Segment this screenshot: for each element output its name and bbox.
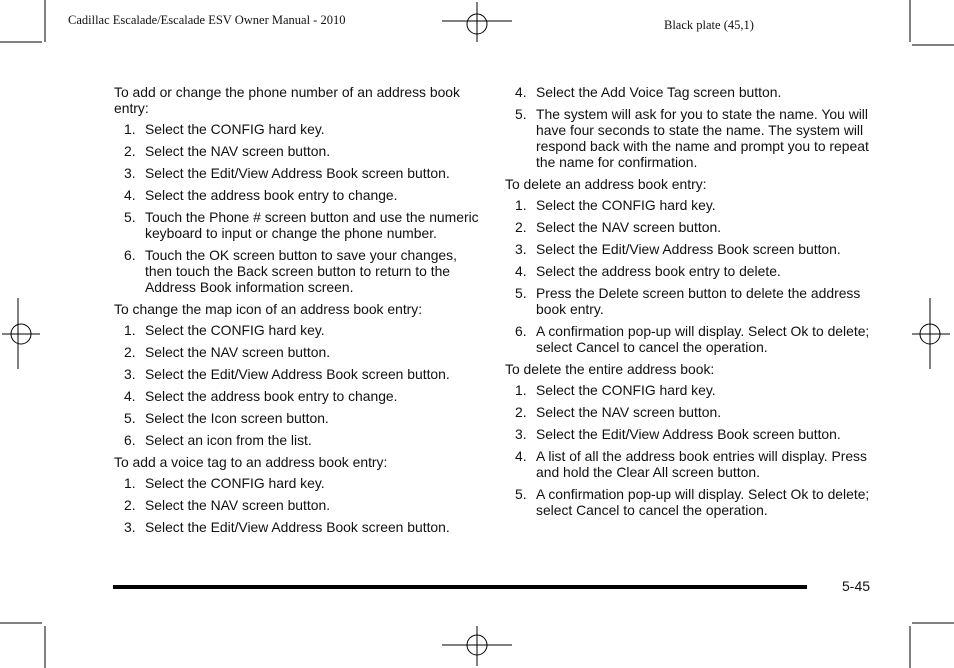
step-text: Select the NAV screen button. bbox=[145, 497, 331, 513]
step-number: 3. bbox=[515, 426, 527, 442]
step-number: 2. bbox=[515, 219, 527, 235]
step-text: Select the NAV screen button. bbox=[536, 404, 722, 420]
step-text: Select an icon from the list. bbox=[145, 432, 312, 448]
step-item bbox=[505, 486, 875, 518]
section-intro: To add a voice tag to an address book entry: bbox=[114, 454, 388, 470]
step-number: 2. bbox=[124, 497, 136, 513]
step-text: Select the CONFIG hard key. bbox=[536, 197, 716, 213]
step-item bbox=[114, 322, 480, 338]
step-item bbox=[505, 323, 875, 355]
step-text: Select the CONFIG hard key. bbox=[145, 322, 325, 338]
step-text: Select the CONFIG hard key. bbox=[536, 382, 716, 398]
step-item bbox=[505, 219, 875, 235]
step-number: 4. bbox=[124, 187, 136, 203]
section-intro: To add or change the phone number of an address book entry: bbox=[114, 84, 460, 116]
step-list bbox=[505, 382, 875, 518]
step-text: Select the address book entry to delete. bbox=[536, 263, 781, 279]
step-item bbox=[505, 241, 875, 257]
manual-title: Cadillac Escalade/Escalade ESV Owner Manual - 2010 bbox=[68, 13, 346, 27]
step-item bbox=[114, 519, 480, 535]
step-number: 4. bbox=[515, 263, 527, 279]
registration-mark-right bbox=[912, 298, 950, 369]
step-number: 3. bbox=[124, 366, 136, 382]
registration-mark-top bbox=[442, 2, 512, 42]
step-number: 2. bbox=[124, 344, 136, 360]
step-text: A list of all the address book entries will display. Press and hold the Clear All screen button. bbox=[536, 448, 867, 480]
step-number: 4. bbox=[515, 448, 527, 464]
footer-rule bbox=[113, 585, 807, 589]
step-number: 5. bbox=[515, 106, 527, 122]
step-number: 5. bbox=[124, 209, 136, 225]
step-item bbox=[114, 497, 480, 513]
step-item bbox=[505, 426, 875, 442]
step-number: 6. bbox=[515, 323, 527, 339]
step-text: Select the address book entry to change. bbox=[145, 187, 398, 203]
step-list bbox=[114, 322, 480, 448]
step-text: Touch the Phone # screen button and use the numeric keyboard to input or change the phone number. bbox=[145, 209, 479, 241]
step-number: 3. bbox=[124, 519, 136, 535]
step-text: Select the NAV screen button. bbox=[145, 344, 331, 360]
step-text: Select the Edit/View Address Book screen button. bbox=[145, 165, 450, 181]
step-number: 1. bbox=[124, 475, 136, 491]
step-item bbox=[114, 432, 480, 448]
step-text: Press the Delete screen button to delete the address book entry. bbox=[536, 285, 861, 317]
step-number: 5. bbox=[515, 486, 527, 502]
step-number: 2. bbox=[124, 143, 136, 159]
step-text: The system will ask for you to state the name. You will have four seconds to state the name. The system will respond back with the name and prompt you to repeat the name for confirmation. bbox=[536, 106, 869, 170]
step-text: Select the Add Voice Tag screen button. bbox=[536, 84, 782, 100]
plate-label: Black plate (45,1) bbox=[664, 18, 754, 32]
registration-mark-left bbox=[2, 298, 40, 369]
step-item bbox=[114, 187, 480, 203]
step-number: 1. bbox=[515, 197, 527, 213]
step-list bbox=[505, 197, 875, 355]
step-number: 2. bbox=[515, 404, 527, 420]
step-item bbox=[114, 209, 480, 241]
step-item bbox=[114, 410, 480, 426]
step-item bbox=[114, 143, 480, 159]
left-column bbox=[114, 84, 480, 541]
step-list bbox=[114, 121, 480, 295]
step-number: 5. bbox=[124, 410, 136, 426]
step-item bbox=[114, 475, 480, 491]
step-number: 6. bbox=[124, 247, 136, 263]
step-text: Select the NAV screen button. bbox=[145, 143, 331, 159]
step-item bbox=[505, 84, 875, 100]
step-item bbox=[505, 106, 875, 170]
step-item bbox=[505, 448, 875, 480]
step-list bbox=[505, 84, 875, 170]
step-text: Touch the OK screen button to save your changes, then touch the Back screen button to return to the Address Book information screen. bbox=[145, 247, 457, 295]
step-list bbox=[114, 475, 480, 535]
step-item bbox=[505, 382, 875, 398]
step-text: Select the Edit/View Address Book screen button. bbox=[536, 426, 841, 442]
step-text: Select the Edit/View Address Book screen button. bbox=[145, 366, 450, 382]
step-text: Select the Edit/View Address Book screen button. bbox=[536, 241, 841, 257]
step-item bbox=[114, 366, 480, 382]
step-text: Select the Edit/View Address Book screen button. bbox=[145, 519, 450, 535]
step-number: 3. bbox=[515, 241, 527, 257]
step-item bbox=[505, 404, 875, 420]
step-text: Select the Icon screen button. bbox=[145, 410, 329, 426]
registration-mark-bottom bbox=[442, 626, 512, 666]
step-number: 1. bbox=[124, 121, 136, 137]
step-number: 1. bbox=[515, 382, 527, 398]
step-item bbox=[505, 263, 875, 279]
step-number: 4. bbox=[124, 388, 136, 404]
step-number: 6. bbox=[124, 432, 136, 448]
step-number: 4. bbox=[515, 84, 527, 100]
step-text: A confirmation pop-up will display. Select Ok to delete; select Cancel to cancel the operation. bbox=[536, 323, 870, 355]
section-intro: To delete the entire address book: bbox=[505, 361, 715, 377]
step-item bbox=[505, 197, 875, 213]
section-intro: To delete an address book entry: bbox=[505, 176, 707, 192]
step-text: Select the CONFIG hard key. bbox=[145, 121, 325, 137]
step-number: 5. bbox=[515, 285, 527, 301]
step-text: A confirmation pop-up will display. Select Ok to delete; select Cancel to cancel the operation. bbox=[536, 486, 870, 518]
step-item bbox=[114, 344, 480, 360]
step-item bbox=[505, 285, 875, 317]
step-text: Select the CONFIG hard key. bbox=[145, 475, 325, 491]
step-item bbox=[114, 121, 480, 137]
right-column bbox=[505, 84, 875, 524]
step-item bbox=[114, 247, 480, 295]
step-number: 1. bbox=[124, 322, 136, 338]
step-number: 3. bbox=[124, 165, 136, 181]
step-item bbox=[114, 388, 480, 404]
page-number: 5-45 bbox=[842, 578, 871, 594]
step-item bbox=[114, 165, 480, 181]
section-intro: To change the map icon of an address book entry: bbox=[114, 301, 423, 317]
step-text: Select the NAV screen button. bbox=[536, 219, 722, 235]
step-text: Select the address book entry to change. bbox=[145, 388, 398, 404]
